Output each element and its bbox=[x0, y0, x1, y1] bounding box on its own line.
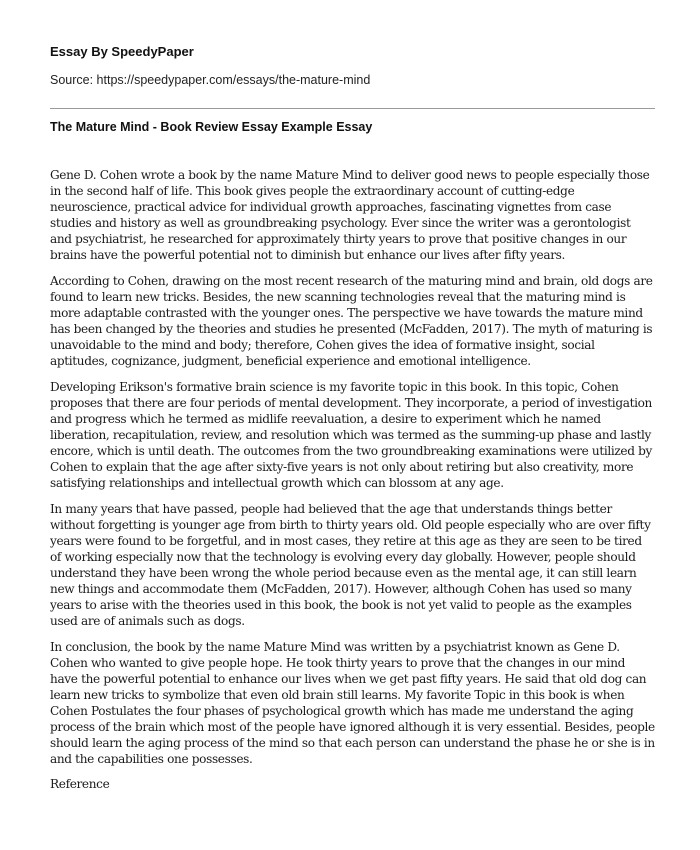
reference-heading: Reference bbox=[50, 777, 110, 791]
source-line: Source: https://speedypaper.com/essays/the-mature-mind bbox=[50, 73, 371, 87]
site-title: Essay By SpeedyPaper bbox=[50, 44, 194, 59]
essay-title: The Mature Mind - Book Review Essay Example Essay bbox=[50, 120, 373, 134]
header-divider bbox=[50, 108, 655, 109]
essay-body bbox=[50, 167, 655, 777]
essay-paragraph-5: In conclusion, the book by the name Mature Mind was written by a psychiatrist known as Gene D. Cohen who wanted to give people hope. He took thirty years to prove that the changes in our mind have the powerful potential to enhance our lives when we get past fifty years. He said that old dog can learn new tricks to symbolize that even old brain still learns. My favorite Topic in this book is when Cohen Postulates the four phases of psychological growth which has made me understand the aging process of the brain which most of the people have ignored although it is very essential. Besides, people should learn the aging process of the mind so that each person can understand the phase he or she is in and the capabilities one possesses. bbox=[50, 640, 655, 766]
essay-paragraph-3: Developing Erikson's formative brain science is my favorite topic in this book. In this topic, Cohen proposes that there are four periods of mental development. They incorporate, a period of investigation and progress which he termed as midlife reevaluation, a desire to experiment which he named liberation, recapitulation, review, and resolution which was termed as the summing-up phase and lastly encore, which is until death. The outcomes from the two groundbreaking examinations were utilized by Cohen to explain that the age after sixty-five years is not only about retiring but also creativity, more satisfying relationships and intellectual growth which can blossom at any age. bbox=[50, 380, 652, 490]
essay-paragraph-4: In many years that have passed, people had believed that the age that understands things better without forgetting is younger age from birth to thirty years old. Old people especially who are over fifty years were found to be forgetful, and in most cases, they retire at this age as they are seen to be tired of working especially now that the technology is evolving every day globally. However, people should understand they have been wrong the whole period because even as the mental age, it can still learn new things and accommodate them (McFadden, 2017). However, although Cohen has used so many years to arise with the theories used in this book, the book is not yet valid to people as the examples used are of animals such as dogs. bbox=[50, 502, 651, 628]
essay-paragraph-2: According to Cohen, drawing on the most recent research of the maturing mind and brain, old dogs are found to learn new tricks. Besides, the new scanning technologies reveal that the maturing mind is more adaptable contrasted with the younger ones. The perspective we have towards the mature mind has been changed by the theories and studies he presented (McFadden, 2017). The myth of maturing is unavoidable to the mind and body; therefore, Cohen gives the idea of formative insight, social aptitudes, cognizance, judgment, beneficial experience and emotional intelligence. bbox=[50, 274, 653, 368]
essay-paragraph-1: Gene D. Cohen wrote a book by the name Mature Mind to deliver good news to people especially those in the second half of life. This book gives people the extraordinary account of cutting-edge neuroscience, practical advice for individual growth approaches, fascinating vignettes from case studies and history as well as groundbreaking psychology. Ever since the writer was a gerontologist and psychiatrist, he researched for approximately thirty years to prove that positive changes in our brains have the powerful potential not to diminish but enhance our lives after fifty years. bbox=[50, 168, 650, 262]
